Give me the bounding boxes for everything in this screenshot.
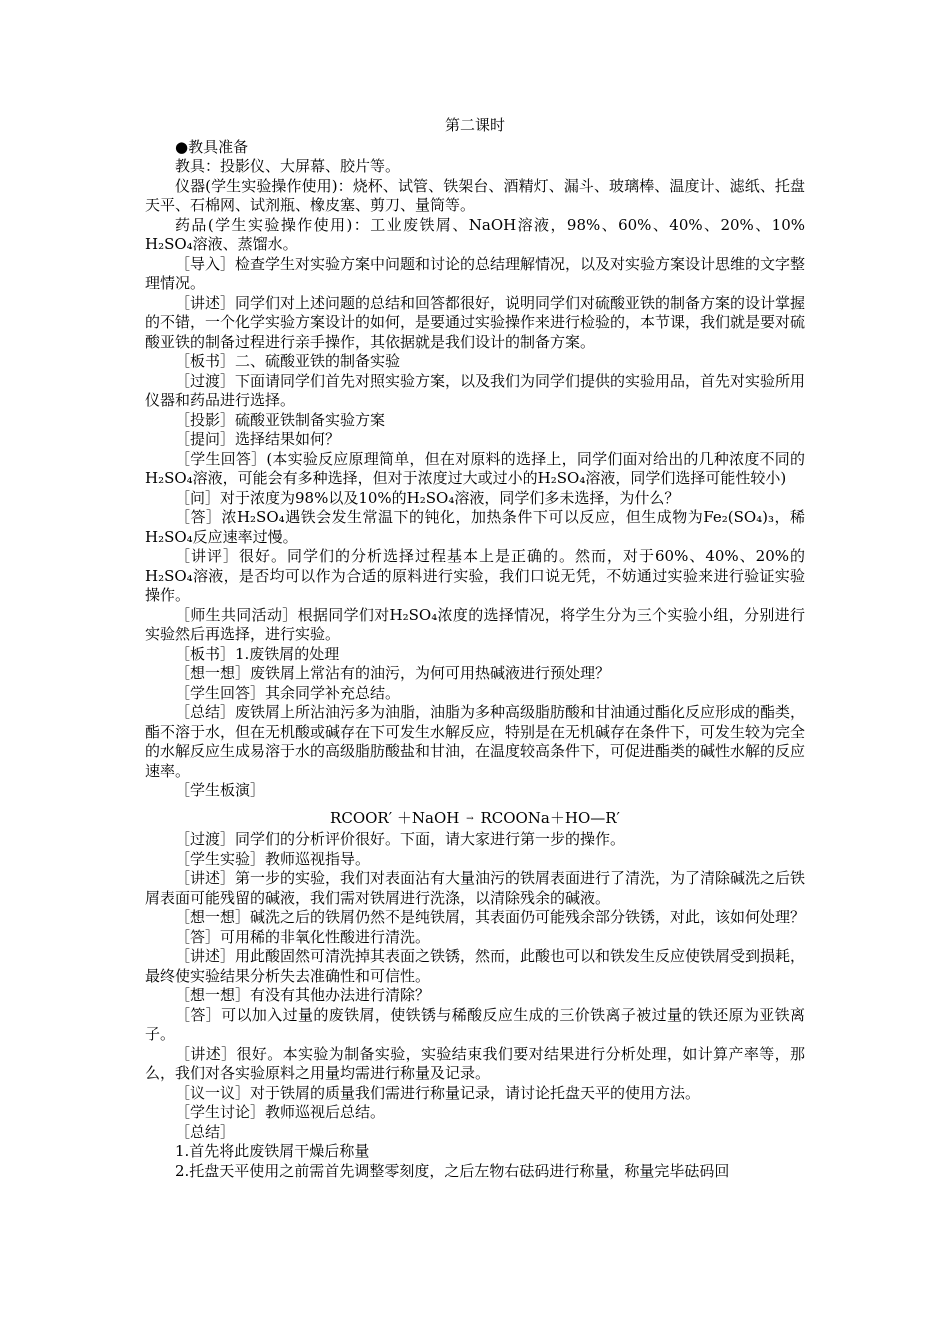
- paragraph: ［提问］选择结果如何？: [175, 430, 341, 448]
- chemical-equation: [145, 809, 805, 830]
- paragraph: ［板书］1.废铁屑的处理: [175, 644, 340, 663]
- paragraph: ［答］可以加入过量的废铁屑，使铁锈与稀酸反应生成的三价铁离子被过量的铁还原为亚铁离子。: [145, 1005, 805, 1043]
- reaction-arrow: →: [466, 813, 474, 824]
- paragraph: ［想一想］废铁屑上常沾有的油污，为何可用热碱液进行预处理？: [175, 664, 611, 682]
- paragraph: ［过渡］同学们的分析评价很好。下面，请大家进行第一步的操作。: [175, 830, 626, 848]
- paragraph: ［学生回答］(本实验反应原理简单，但在对原料的选择上，同学们面对给出的几种浓度不同的H₂SO₄溶液，可能会有多种选择，但对于浓度过大或过小的H₂SO₄溶液，同学们选择可能性较小): [145, 449, 805, 487]
- paragraph: ［板书］二、硫酸亚铁的制备实验: [175, 352, 401, 370]
- paragraph: ［学生讨论］教师巡视后总结。: [175, 1103, 386, 1121]
- paragraph: ［学生实验］教师巡视指导。: [175, 849, 371, 868]
- paragraph: ［过渡］下面请同学们首先对照实验方案，以及我们为同学们提供的实验用品，首先对实验所用仪器和药品进行选择。: [145, 371, 806, 409]
- paragraph: ［学生回答］其余同学补充总结。: [175, 683, 401, 702]
- paragraph: ［讲述］很好。本实验为制备实验，实验结束我们要对结果进行分析处理，如计算产率等，那么，我们对各实验原料之用量均需进行称量及记录。: [145, 1044, 805, 1082]
- paragraph: ［想一想］碱洗之后的铁屑仍然不是纯铁屑，其表面仍可能残余部分铁锈，对此，该如何处理？: [175, 908, 806, 926]
- list-item: 2.托盘天平使用之前需首先调整零刻度，之后左物右砝码进行称量，称量完毕砝码回: [175, 1161, 730, 1180]
- paragraph: ［导入］检查学生对实验方案中问题和讨论的总结理解情况，以及对实验方案设计思维的文字整理情况。: [145, 254, 806, 292]
- page-title: 第二课时: [444, 116, 505, 134]
- list-item: 1.首先将此废铁屑干燥后称量: [175, 1142, 370, 1160]
- paragraph: ［问］对于浓度为98%以及10%的H₂SO₄溶液，同学们多未选择，为什么？: [175, 488, 680, 507]
- document-page: [145, 116, 805, 1181]
- paragraph: ［总结］: [175, 1122, 236, 1141]
- paragraph: ［答］可用稀的非氧化性酸进行清洗。: [175, 927, 431, 946]
- paragraph: ［讲评］很好。同学们的分析选择过程基本上是正确的。然而，对于60%、40%、20%的H₂SO₄溶液，是否均可以作为合适的原料进行实验，我们口说无凭，不妨通过实验来进行验证实验操作。: [145, 547, 805, 604]
- paragraph: 教具：投影仪、大屏幕、胶片等。: [175, 157, 401, 175]
- paragraph: ［讲述］用此酸固然可清洗掉其表面之铁锈，然而，此酸也可以和铁发生反应使铁屑受到损耗，最终使实验结果分析失去准确性和可信性。: [145, 947, 806, 985]
- equation-right: RCOONa＋HO—R′: [480, 808, 620, 827]
- paragraph: ［投影］硫酸亚铁制备实验方案: [175, 410, 386, 429]
- paragraph: ［总结］废铁屑上所沾油污多为油脂，油脂为多种高级脂肪酸和甘油通过酯化反应形成的酯类，酯不溶于水，但在无机酸或碱存在下可发生水解反应，特别是在无机碱存在条件下，可发生较为完全的水解反应生成易溶于水的高级脂肪酸盐和甘油，在温度较高条件下，可促进酯类的碱性水解的反应速率。: [145, 703, 806, 780]
- paragraph: ［答］浓H₂SO₄遇铁会发生常温下的钝化，加热条件下可以反应，但生成物为Fe₂(SO₄)₃，稀H₂SO₄反应速率过慢。: [145, 508, 805, 546]
- paragraph: ［讲述］第一步的实验，我们对表面沾有大量油污的铁屑表面进行了清洗，为了清除碱洗之后铁屑表面可能残留的碱液，我们需对铁屑进行洗涤，以清除残余的碱液。: [145, 869, 806, 907]
- paragraph: 仪器(学生实验操作使用)：烧杯、试管、铁架台、酒精灯、漏斗、玻璃棒、温度计、滤纸、托盘天平、石棉网、试剂瓶、橡皮塞、剪刀、量筒等。: [145, 176, 805, 214]
- paragraph: ［想一想］有没有其他办法进行清除？: [175, 986, 431, 1004]
- paragraph: ［议一议］对于铁屑的质量我们需进行称量记录，请讨论托盘天平的使用方法。: [175, 1083, 701, 1102]
- paragraph: ［学生板演］: [175, 781, 266, 799]
- paragraph: ［讲述］同学们对上述问题的总结和回答都很好，说明同学们对硫酸亚铁的制备方案的设计掌握的不错，一个化学实验方案设计的如何，是要通过实验操作来进行检验的，本节课，我们就是要对硫酸亚铁的制备过程进行亲手操作，其依据就是我们设计的制备方案。: [145, 293, 806, 351]
- paragraph: ●教具准备: [175, 137, 249, 156]
- paragraph: ［师生共同活动］根据同学们对H₂SO₄浓度的选择情况，将学生分为三个实验小组，分别进行实验然后再选择，进行实验。: [145, 605, 805, 643]
- equation-left: RCOOR′ ＋NaOH: [330, 808, 460, 827]
- paragraph: 药品(学生实验操作使用)：工业废铁屑、NaOH溶液，98%、60%、40%、20%、10% H₂SO₄溶液、蒸馏水。: [145, 215, 805, 253]
